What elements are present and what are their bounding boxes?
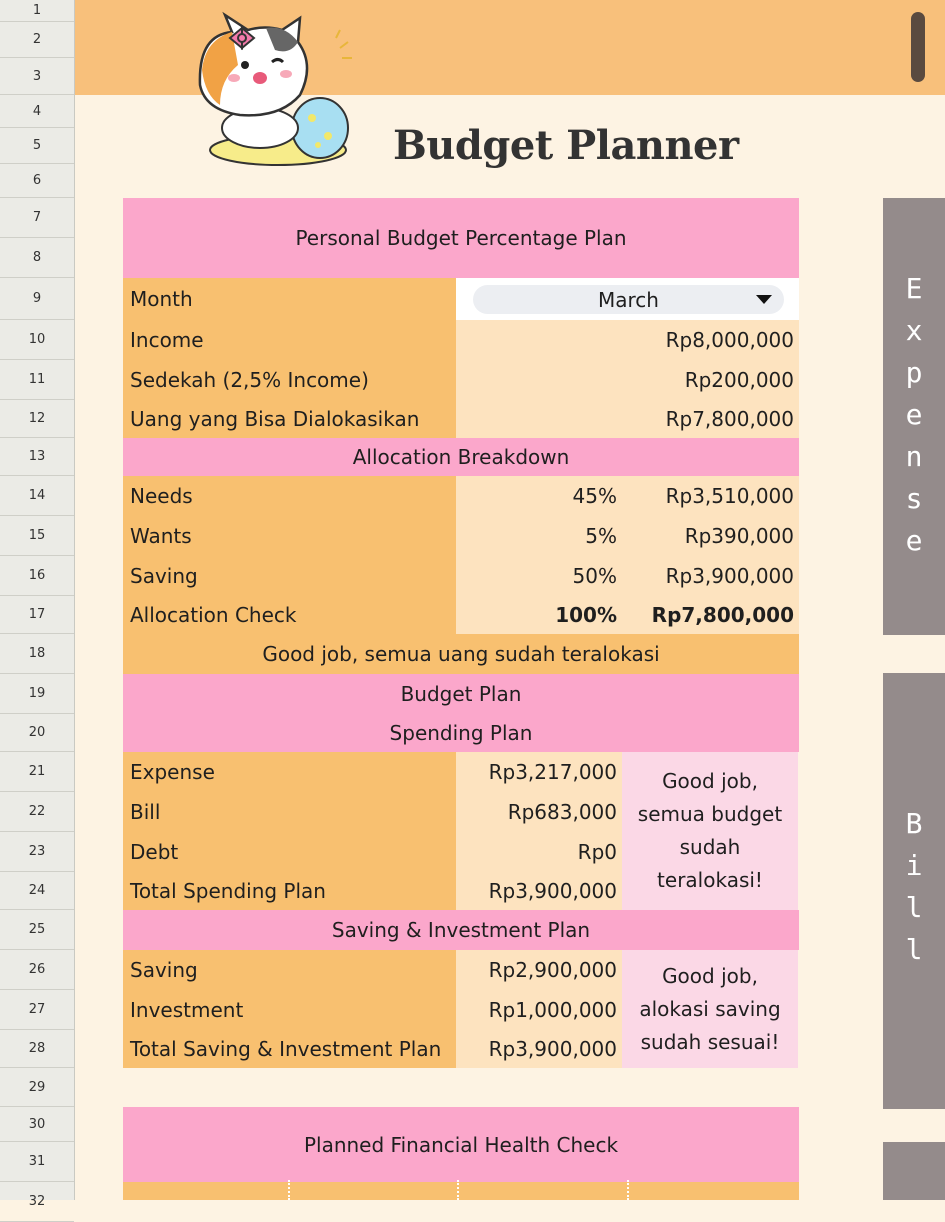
scroll-handle[interactable] xyxy=(911,12,925,82)
budget-plan-header: Budget Plan xyxy=(123,674,799,714)
divider xyxy=(457,1180,459,1200)
tab-letter: p xyxy=(905,356,923,389)
chevron-down-icon[interactable] xyxy=(756,295,772,304)
row-number[interactable]: 2 xyxy=(0,22,74,58)
tab-letter: e xyxy=(905,398,923,431)
divider xyxy=(288,1180,290,1200)
row-number[interactable]: 11 xyxy=(0,360,74,400)
tab-expense[interactable] xyxy=(883,198,945,635)
allocation-check-label: Allocation Check xyxy=(123,596,456,634)
row-number[interactable]: 23 xyxy=(0,832,74,872)
wants-label: Wants xyxy=(123,516,456,556)
needs-amount[interactable]: Rp3,510,000 xyxy=(622,476,799,516)
row-number[interactable]: 6 xyxy=(0,164,74,198)
total-saving-label: Total Saving & Investment Plan xyxy=(123,1030,456,1068)
row-number[interactable]: 29 xyxy=(0,1068,74,1107)
debt-label: Debt xyxy=(123,832,456,872)
income-value[interactable]: Rp8,000,000 xyxy=(456,320,799,360)
row-number[interactable]: 12 xyxy=(0,400,74,438)
row-number[interactable]: 15 xyxy=(0,516,74,556)
row-number[interactable]: 9 xyxy=(0,278,74,320)
row-number[interactable]: 10 xyxy=(0,320,74,360)
income-label: Income xyxy=(123,320,456,360)
tab-letter: x xyxy=(905,314,923,347)
month-value: March xyxy=(598,287,659,312)
saving-alloc-pct[interactable]: 50% xyxy=(456,556,622,596)
month-label: Month xyxy=(123,278,456,320)
health-check-header: Planned Financial Health Check xyxy=(123,1107,799,1182)
row-number[interactable]: 32 xyxy=(0,1182,74,1222)
row-number[interactable]: 31 xyxy=(0,1142,74,1182)
row-number[interactable]: 19 xyxy=(0,674,74,714)
saving-label: Saving xyxy=(123,950,456,990)
row-number[interactable]: 18 xyxy=(0,634,74,674)
page-title: Budget Planner xyxy=(393,122,739,169)
investment-label: Investment xyxy=(123,990,456,1030)
tab-letter: B xyxy=(905,807,923,840)
tab-letter: l xyxy=(905,933,923,966)
row-number[interactable]: 13 xyxy=(0,438,74,476)
saving-amount[interactable]: Rp2,900,000 xyxy=(456,950,622,990)
row-number[interactable]: 25 xyxy=(0,910,74,950)
row-number[interactable]: 22 xyxy=(0,792,74,832)
row-number[interactable]: 14 xyxy=(0,476,74,516)
investment-amount[interactable]: Rp1,000,000 xyxy=(456,990,622,1030)
divider xyxy=(627,1180,629,1200)
row-number[interactable]: 21 xyxy=(0,752,74,792)
row-number[interactable]: 3 xyxy=(0,58,74,95)
health-check-row xyxy=(123,1182,799,1200)
tab-letter: s xyxy=(905,482,923,515)
row-number[interactable]: 20 xyxy=(0,714,74,752)
row-number[interactable]: 30 xyxy=(0,1107,74,1142)
row-number[interactable]: 26 xyxy=(0,950,74,990)
expense-amount[interactable]: Rp3,217,000 xyxy=(456,752,622,792)
allocation-header: Allocation Breakdown xyxy=(123,438,799,476)
saving-investment-header: Saving & Investment Plan xyxy=(123,910,799,950)
row-number[interactable]: 16 xyxy=(0,556,74,596)
row-number[interactable]: 1 xyxy=(0,0,74,22)
row-header-gutter xyxy=(0,0,75,1209)
saving-status-note: Good job, alokasi saving sudah sesuai! xyxy=(622,950,798,1068)
row-number[interactable]: 7 xyxy=(0,198,74,238)
row-number[interactable]: 5 xyxy=(0,128,74,164)
allocation-check-amount: Rp7,800,000 xyxy=(622,596,799,634)
percentage-plan-header: Personal Budget Percentage Plan xyxy=(123,198,799,278)
tab-letter: e xyxy=(905,524,923,557)
sedekah-label: Sedekah (2,5% Income) xyxy=(123,360,456,400)
row-number[interactable]: 28 xyxy=(0,1030,74,1068)
wants-amount[interactable]: Rp390,000 xyxy=(622,516,799,556)
tab-letter: l xyxy=(905,891,923,924)
saving-alloc-label: Saving xyxy=(123,556,456,596)
tab-next[interactable] xyxy=(883,1142,945,1200)
row-number[interactable]: 8 xyxy=(0,238,74,278)
spending-status-note: Good job, semua budget sudah teralokasi! xyxy=(622,752,798,910)
tab-letter: n xyxy=(905,440,923,473)
allocation-message: Good job, semua uang sudah teralokasi xyxy=(123,634,799,674)
month-dropdown[interactable] xyxy=(473,285,784,314)
row-number[interactable]: 4 xyxy=(0,95,74,128)
spending-plan-header: Spending Plan xyxy=(123,714,799,752)
tab-letter: i xyxy=(905,849,923,882)
tab-bill[interactable] xyxy=(883,673,945,1109)
saving-alloc-amount[interactable]: Rp3,900,000 xyxy=(622,556,799,596)
expense-label: Expense xyxy=(123,752,456,792)
bill-label: Bill xyxy=(123,792,456,832)
allocation-check-pct: 100% xyxy=(456,596,622,634)
total-spending-label: Total Spending Plan xyxy=(123,872,456,910)
needs-label: Needs xyxy=(123,476,456,516)
total-spending-amount: Rp3,900,000 xyxy=(456,872,622,910)
allocatable-value[interactable]: Rp7,800,000 xyxy=(456,400,799,438)
needs-pct[interactable]: 45% xyxy=(456,476,622,516)
sedekah-value[interactable]: Rp200,000 xyxy=(456,360,799,400)
tab-letter: E xyxy=(905,272,923,305)
debt-amount[interactable]: Rp0 xyxy=(456,832,622,872)
total-saving-amount: Rp3,900,000 xyxy=(456,1030,622,1068)
wants-pct[interactable]: 5% xyxy=(456,516,622,556)
row-number[interactable]: 27 xyxy=(0,990,74,1030)
cat-mascot-icon xyxy=(190,10,370,170)
bill-amount[interactable]: Rp683,000 xyxy=(456,792,622,832)
allocatable-label: Uang yang Bisa Dialokasikan xyxy=(123,400,456,438)
row-number[interactable]: 17 xyxy=(0,596,74,634)
row-number[interactable]: 24 xyxy=(0,872,74,910)
